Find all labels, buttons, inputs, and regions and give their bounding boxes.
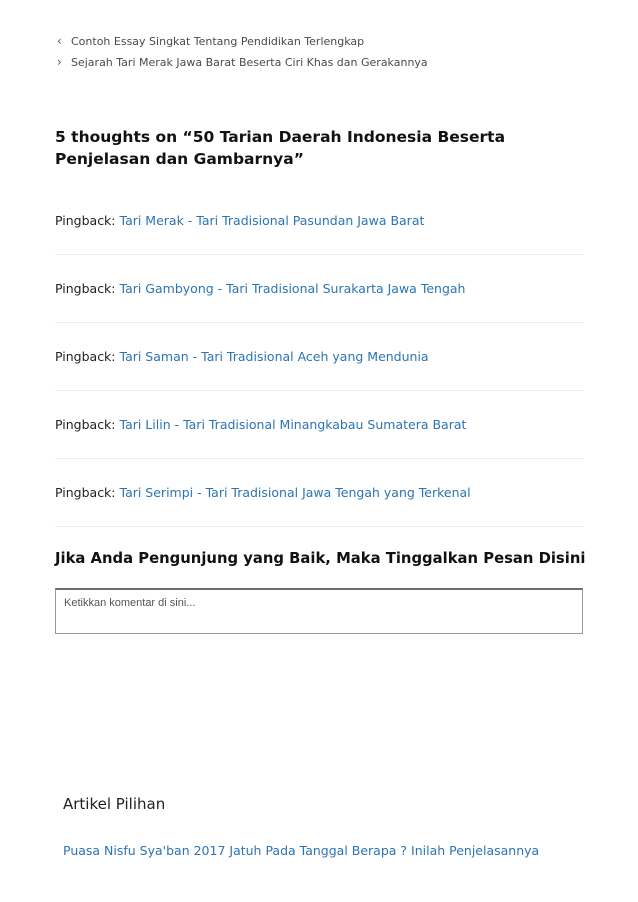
comment-textarea[interactable] [56,590,582,633]
pingback-label: Pingback: [55,485,116,500]
pingback-link[interactable]: Tari Gambyong - Tari Tradisional Surakarta Jawa Tengah [119,281,466,296]
pingback-link[interactable]: Tari Serimpi - Tari Tradisional Jawa Tengah yang Terkenal [119,485,471,500]
chevron-left-icon: ‹ [57,34,62,48]
pingback-label: Pingback: [55,417,116,432]
reply-title: Jika Anda Pengunjung yang Baik, Maka Tinggalkan Pesan Disini [55,550,586,567]
pingback-item [55,323,584,391]
pingback-item [55,255,584,323]
pingback-item [55,391,584,459]
pingback-item [55,187,584,255]
chevron-right-icon: › [57,55,62,69]
pingback-link[interactable]: Tari Lilin - Tari Tradisional Minangkabau Sumatera Barat [119,417,467,432]
pingback-item [55,459,584,527]
comments-title: 5 thoughts on “50 Tarian Daerah Indonesia Beserta Penjelasan dan Gambarnya” [55,128,506,168]
comment-box [55,588,583,634]
previous-post-link[interactable] [57,31,597,51]
pingback-link[interactable]: Tari Saman - Tari Tradisional Aceh yang Mendunia [119,349,429,364]
featured-articles-heading: Artikel Pilihan [63,795,166,813]
post-navigation [57,31,597,73]
pingback-label: Pingback: [55,213,116,228]
pingback-link[interactable]: Tari Merak - Tari Tradisional Pasundan Jawa Barat [119,213,425,228]
pingback-list [55,187,584,527]
featured-article-link[interactable]: Puasa Nisfu Sya'ban 2017 Jatuh Pada Tanggal Berapa ? Inilah Penjelasannya [63,843,540,858]
next-post-link[interactable] [57,52,597,72]
next-post-label: Sejarah Tari Merak Jawa Barat Beserta Ciri Khas dan Gerakannya [71,55,428,69]
pingback-label: Pingback: [55,281,116,296]
pingback-label: Pingback: [55,349,116,364]
previous-post-label: Contoh Essay Singkat Tentang Pendidikan Terlengkap [71,34,365,48]
